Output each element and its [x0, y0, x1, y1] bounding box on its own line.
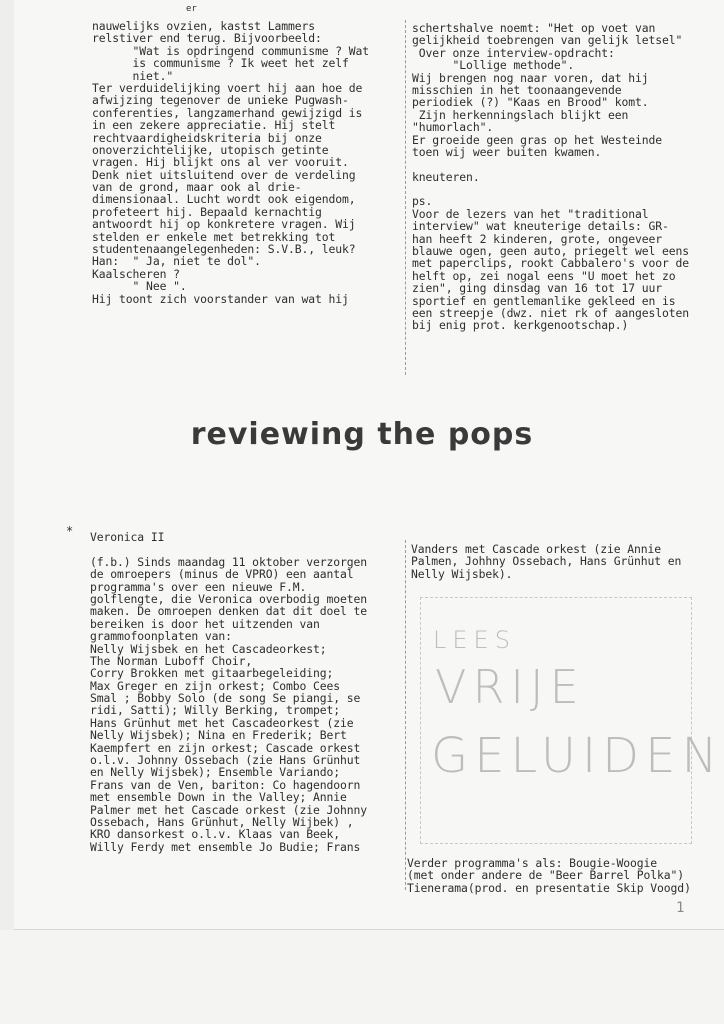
text-line: vragen. Hij blijkt ons al ver vooruit. [92, 155, 349, 170]
text-line: en Nelly Wijsbek); Ensemble Variando; [90, 765, 341, 780]
text-line: Willy Ferdy met ensemble Jo Budie; Frans [90, 839, 361, 854]
text-line: "humorlach". [412, 120, 494, 135]
text-line: maken. De omroepen denken dat dit doel te [90, 604, 368, 619]
text-line: " Nee ". [92, 279, 187, 294]
text-line: Hans Grünhut met het Cascadeorkest (zie [90, 715, 354, 730]
text-line: Wij brengen nog naar voren, dat hij [412, 70, 649, 85]
text-line: Zijn herkenningslach blijkt een [412, 107, 629, 122]
interview-column-left [92, 20, 369, 305]
text-line: antwoordt hij op konkretere vragen. Wij [92, 217, 356, 232]
page-number: 1 [676, 900, 685, 916]
column-divider-top [405, 20, 406, 375]
text-line: interview" wat kneuterige details: GR- [412, 219, 669, 234]
ad-line-1: LEES [433, 626, 516, 654]
text-line: helft op, zei nogal eens "U moet het zo [412, 268, 676, 283]
text-line: golflengte, die Veronica overbodig moeten [90, 591, 368, 606]
text-line: bij enig prot. kerkgenootschap.) [412, 318, 629, 333]
text-line: stelden er enkele met betrekking tot [92, 229, 336, 244]
text-line: Max Greger en zijn orkest; Combo Cees [90, 678, 341, 693]
advertisement-box [420, 597, 724, 844]
ad-line-3: GELUIDEN [431, 728, 724, 784]
text-line: o.l.v. Johnny Ossebach (zie Hans Grünhut [90, 753, 361, 768]
text-line: Ter verduidelijking voert hij aan hoe de [92, 80, 363, 95]
text-line: schertshalve noemt: "Het op voet van [412, 21, 656, 35]
text-line: nauwelijks ovzien, kastst Lammers [92, 19, 316, 33]
text-line: bereiken is door het uitzenden van [90, 616, 320, 631]
text-line: Smal ; Bobby Solo (de song Se piangi, se [90, 691, 361, 706]
text-line: (f.b.) Sinds maandag 11 oktober verzorgen [90, 554, 368, 569]
text-line: Vanders met Cascade orkest (zie Annie [411, 542, 662, 556]
text-line: afwijzing tegenover de unieke Pugwash- [92, 93, 349, 108]
text-line: conferenties, langzamerhand gewijzigd is [92, 105, 363, 120]
text-line: Tienerama(prod. en presentatie Skip Voogd) [407, 880, 691, 895]
text-line: Corry Brokken met gitaarbegeleiding; [90, 666, 334, 681]
text-line: in een zekere appreciatie. Hij stelt [92, 118, 336, 133]
text-line: Hij toont zich voorstander van wat hij [92, 291, 349, 306]
text-line: Frans van de Ven, bariton: Co hagendoorn [90, 777, 361, 792]
text-line: Kaalscheren ? [92, 266, 180, 281]
text-line: rechtvaardigheidskriteria bij onze [92, 130, 322, 145]
review-column-left [90, 531, 367, 853]
text-line: misschien in het toonaangevende [412, 82, 622, 97]
text-line: toen wij weer buiten kwamen. [412, 144, 602, 159]
text-line: Over onze interview-opdracht: [412, 45, 615, 60]
review-column-right [411, 543, 681, 580]
text-line: Voor de lezers van het "traditional [412, 206, 649, 221]
text-line: han heeft 2 kinderen, grote, ongeveer [412, 231, 663, 246]
text-line: grammofoonplaten van: [90, 629, 232, 644]
section-headline: reviewing the pops [190, 417, 534, 452]
text-line: Veronica II [90, 530, 165, 544]
text-line: Palmen, Johhny Ossebach, Hans Grünhut en [411, 554, 682, 569]
handwritten-insert-note: er [186, 4, 197, 14]
text-line: periodiek (?) "Kaas en Brood" komt. [412, 95, 649, 110]
text-line: profeteert hij. Bepaald kernachtig [92, 204, 322, 219]
text-line: studentenaangelegenheden: S.V.B., leuk? [92, 242, 356, 257]
column-divider-bottom [405, 540, 406, 890]
text-line: ps. [412, 194, 433, 209]
text-line: is communisme ? Ik weet het zelf [92, 56, 349, 71]
text-line: ridi, Satti); Willy Berking, trompet; [90, 703, 341, 718]
text-line: "Wat is opdringend communisme ? Wat [92, 43, 370, 58]
text-line [90, 543, 367, 555]
text-line [412, 183, 689, 195]
text-line: niet." [92, 68, 174, 83]
text-line: een streepje (dwz. niet rk of aangesloten [412, 305, 690, 320]
text-line: blauwe ogen, geen auto, priegelt wel eens [412, 244, 690, 259]
text-line: zien", ging dinsdag van 16 tot 17 uur [412, 281, 663, 296]
text-line: Verder programma's als: Bougie-Woogie [407, 856, 658, 870]
interview-column-right [412, 22, 689, 332]
text-line: Nelly Wijsbek). [411, 566, 513, 581]
text-line: (met onder andere de "Beer Barrel Polka") [407, 868, 685, 883]
text-line: The Norman Luboff Choir, [90, 653, 253, 668]
text-line: Nelly Wijsbek); Nina en Frederik; Bert [90, 728, 347, 743]
text-line: kneuteren. [412, 169, 480, 184]
text-line: onoverzichtelijke, utopisch getinte [92, 142, 329, 157]
text-line: "Lollige methode". [412, 58, 575, 73]
text-line: Kaempfert en zijn orkest; Cascade orkest [90, 740, 361, 755]
review-column-right-end [407, 857, 691, 894]
text-line: met ensemble Down in the Valley; Annie [90, 790, 347, 805]
text-line: Ossebach, Hans Grünhut, Nelly Wijbek) , [90, 814, 354, 829]
text-line: Han: " Ja, niet te dol". [92, 254, 261, 269]
text-line: met paperclips, rookt Cabbalero's voor de [412, 256, 690, 271]
text-line: sportief en gentlemanlike gekleed en is [412, 293, 676, 308]
text-line: van de grond, maar ook al drie- [92, 180, 302, 195]
text-line: Nelly Wijsbek en het Cascadeorkest; [90, 641, 327, 656]
page-margin-below [0, 930, 724, 1024]
text-line: dimensionaal. Lucht wordt ook eigendom, [92, 192, 356, 207]
text-line: de omroepers (minus de VPRO) een aantal [90, 567, 354, 582]
star-mark: * [66, 524, 74, 538]
text-line: Palmer met het Cascade orkest (zie Johnny [90, 802, 368, 817]
ad-line-2: VRIJE [435, 660, 585, 714]
text-line: programma's over een nieuwe F.M. [90, 579, 307, 594]
text-line: gelijkheid toebrengen van gelijk letsel" [412, 33, 683, 48]
text-line [412, 158, 689, 170]
text-line: relstiver end terug. Bijvoorbeeld: [92, 31, 322, 46]
text-line: Er groeide geen gras op het Westeinde [412, 132, 663, 147]
text-line: Denk niet uitsluitend over de verdeling [92, 167, 356, 182]
text-line: KRO dansorkest o.l.v. Klaas van Beek, [90, 827, 341, 842]
